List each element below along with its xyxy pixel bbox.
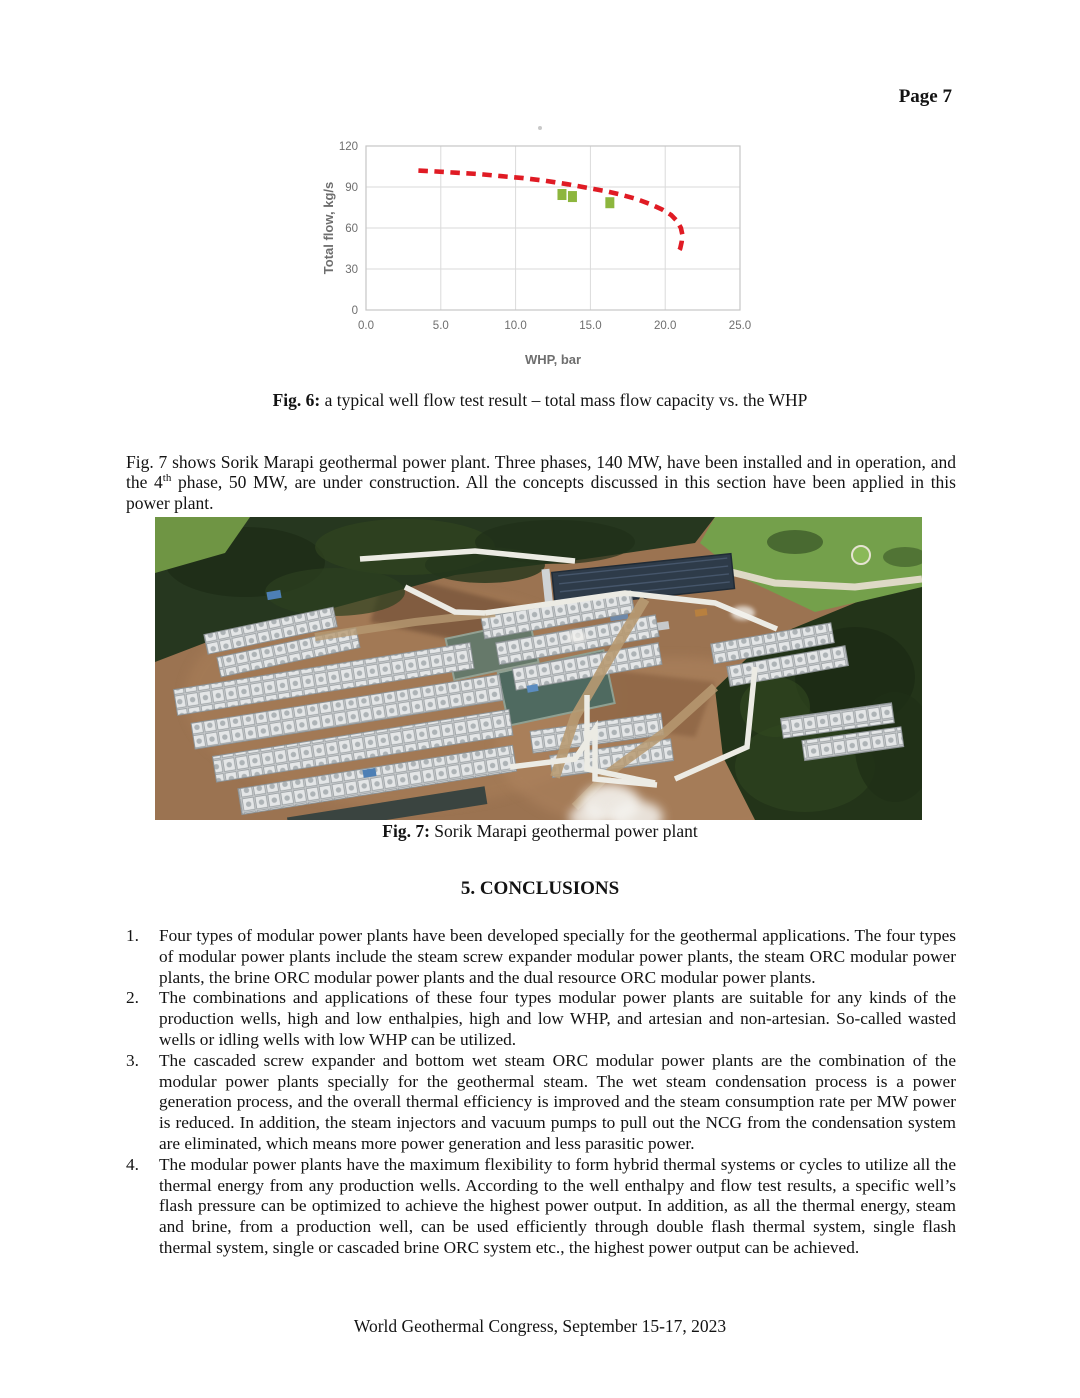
conclusion-item-2 bbox=[126, 988, 956, 1050]
svg-text:Total flow, kg/s: Total flow, kg/s bbox=[321, 181, 336, 275]
svg-text:30: 30 bbox=[345, 264, 358, 276]
figure7-caption-label: Fig. 7: bbox=[382, 821, 430, 841]
conclusion-item-4 bbox=[126, 1155, 956, 1259]
svg-text:120: 120 bbox=[338, 141, 358, 153]
figure7-caption-text: Sorik Marapi geothermal power plant bbox=[429, 821, 698, 841]
figure7-photo bbox=[155, 517, 922, 820]
conclusion-number: 1. bbox=[126, 926, 139, 945]
aerial-photo-illustration bbox=[155, 517, 922, 820]
page-footer: World Geothermal Congress, September 15-17, 2023 bbox=[353, 1316, 727, 1336]
conclusion-text: The modular power plants have the maximum flexibility to form hybrid thermal systems or cycles to utilize all the thermal energy from any production wells. According to the well enthalpy and flow test results, a specific well’s flash pressure can be optimized to achieve the highest power output. In addition, as all the thermal energy, steam and brine, from a production well, can be used efficiently through double flash thermal system, single flash thermal system, single or cascaded brine ORC system etc., the highest power output can be achieved. bbox=[159, 1154, 956, 1257]
svg-text:25.0: 25.0 bbox=[728, 320, 752, 332]
svg-text:0: 0 bbox=[351, 305, 358, 317]
conclusions-heading: 5. CONCLUSIONS bbox=[460, 878, 620, 899]
conclusion-item-1 bbox=[126, 926, 956, 988]
svg-text:5.0: 5.0 bbox=[432, 320, 449, 332]
figure6-caption bbox=[0, 390, 1080, 411]
intro-part2: phase, 50 MW, are under construction. All the concepts discussed in this section have been applied in this power plant. bbox=[126, 472, 956, 514]
conclusion-item-3 bbox=[126, 1051, 956, 1155]
svg-text:20.0: 20.0 bbox=[654, 320, 677, 332]
conclusion-text: Four types of modular power plants have been developed specially for the geothermal applications. The four types of modular power plants include the steam screw expander modular power plants, the steam ORC modular power plants, the brine ORC modular power plants and the dual resource ORC modular power plants. bbox=[159, 926, 956, 987]
figure6-caption-label: Fig. 6: bbox=[272, 390, 321, 410]
flow-test-chart bbox=[320, 132, 760, 370]
page-number: Page 7 bbox=[898, 86, 952, 107]
svg-text:0.0: 0.0 bbox=[358, 320, 374, 332]
intro-part1: Fig. 7 shows Sorik Marapi geothermal power plant. Three phases, 140 MW, have been installed and in operation, and the 4 bbox=[126, 451, 956, 493]
conclusion-text: The combinations and applications of these four types modular power plants are suitable for any kinds of the production wells, high and low enthalpies, high and low WHP, and artesian and non-artesian. So-called wasted wells or idling wells with low WHP can be utilized. bbox=[159, 988, 956, 1049]
conclusion-number: 4. bbox=[126, 1154, 139, 1174]
svg-text:WHP, bar: WHP, bar bbox=[524, 352, 582, 367]
svg-text:60: 60 bbox=[345, 223, 358, 235]
conclusion-number: 3. bbox=[126, 1050, 139, 1070]
svg-text:15.0: 15.0 bbox=[579, 320, 602, 332]
conclusion-text: The cascaded screw expander and bottom wet steam ORC modular power plants are the combination of the modular power plants specially for the geothermal steam. The wet steam condensation process is a power generation process, and the overall thermal efficiency is improved and the steam consumption rate per MW power is reduced. In addition, the steam injectors and vacuum pumps to pull out the NCG from the condensation system are eliminated, which means more power generation and less parasitic power. bbox=[159, 1050, 956, 1153]
intro-superscript: th bbox=[162, 472, 172, 485]
scan-artifact-dot bbox=[538, 126, 542, 130]
conclusions-list bbox=[126, 926, 956, 1259]
svg-text:90: 90 bbox=[345, 182, 358, 194]
svg-text:10.0: 10.0 bbox=[504, 320, 527, 332]
intro-paragraph bbox=[126, 452, 956, 515]
figure6-chart bbox=[0, 126, 1080, 370]
photo-helipad bbox=[852, 546, 870, 564]
conclusion-number: 2. bbox=[126, 988, 139, 1008]
figure7-caption bbox=[0, 821, 1080, 842]
figure6-caption-text: a typical well flow test result – total mass flow capacity vs. the WHP bbox=[320, 390, 808, 410]
